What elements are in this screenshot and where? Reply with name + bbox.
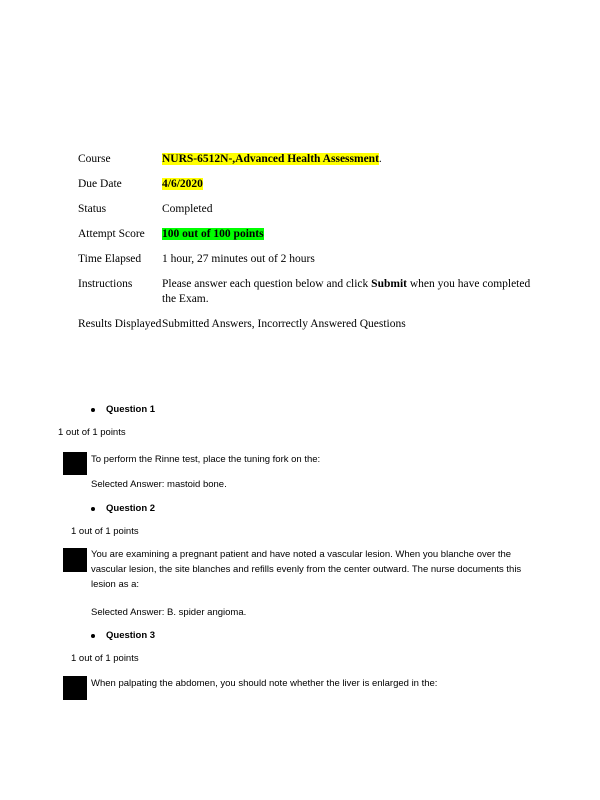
time-elapsed-label: Time Elapsed — [78, 253, 142, 265]
attempt-info-table — [78, 152, 538, 332]
question-3-text: When palpating the abdomen, you should note whether the liver is enlarged in the: — [91, 678, 438, 689]
course-suffix: . — [378, 153, 382, 165]
redaction-block — [63, 452, 87, 475]
results-displayed-value: Submitted Answers, Incorrectly Answered Questions — [162, 318, 406, 330]
submit-word: Submit — [371, 278, 407, 290]
redaction-block — [63, 676, 87, 700]
bullet-icon — [91, 408, 95, 412]
due-date-row — [78, 177, 538, 192]
question-2-text: You are examining a pregnant patient and have noted a vascular lesion. When you blanche over the vascular lesion, the site blanches and refills evenly from the center outward. The nurse documents this lesion as a: — [91, 549, 522, 590]
question-1-title: Question 1 — [106, 404, 156, 415]
question-1-points: 1 out of 1 points — [58, 427, 126, 438]
question-1-text: To perform the Rinne test, place the tuning fork on the: — [91, 454, 321, 465]
status-label: Status — [78, 203, 107, 215]
attempt-score-label: Attempt Score — [78, 228, 145, 240]
due-date-value: 4/6/2020 — [162, 178, 203, 190]
instructions-label: Instructions — [78, 278, 133, 290]
question-1-answer: Selected Answer: mastoid bone. — [91, 479, 227, 490]
status-row — [78, 202, 538, 217]
instructions-value: Please answer each question below and click Submit when you have completed the Exam. — [162, 278, 531, 305]
course-value: NURS-6512N-,Advanced Health Assessment — [162, 153, 379, 165]
attempt-score-value: 100 out of 100 points — [162, 228, 264, 240]
course-row — [78, 152, 538, 167]
question-2-points: 1 out of 1 points — [71, 526, 139, 537]
results-displayed-label: Results Displayed — [78, 318, 162, 330]
time-elapsed-value: 1 hour, 27 minutes out of 2 hours — [162, 253, 315, 265]
results-displayed-row — [78, 317, 538, 332]
question-2-answer: Selected Answer: B. spider angioma. — [91, 607, 247, 618]
course-label: Course — [78, 153, 111, 165]
attempt-score-row — [78, 227, 538, 242]
time-elapsed-row — [78, 252, 538, 267]
redaction-block — [63, 548, 87, 572]
question-3-title: Question 3 — [106, 630, 156, 641]
question-2-title: Question 2 — [106, 503, 156, 514]
instructions-row — [78, 277, 538, 307]
status-value: Completed — [162, 203, 213, 215]
due-date-label: Due Date — [78, 178, 122, 190]
bullet-icon — [91, 507, 95, 511]
bullet-icon — [91, 634, 95, 638]
question-3-points: 1 out of 1 points — [71, 653, 139, 664]
